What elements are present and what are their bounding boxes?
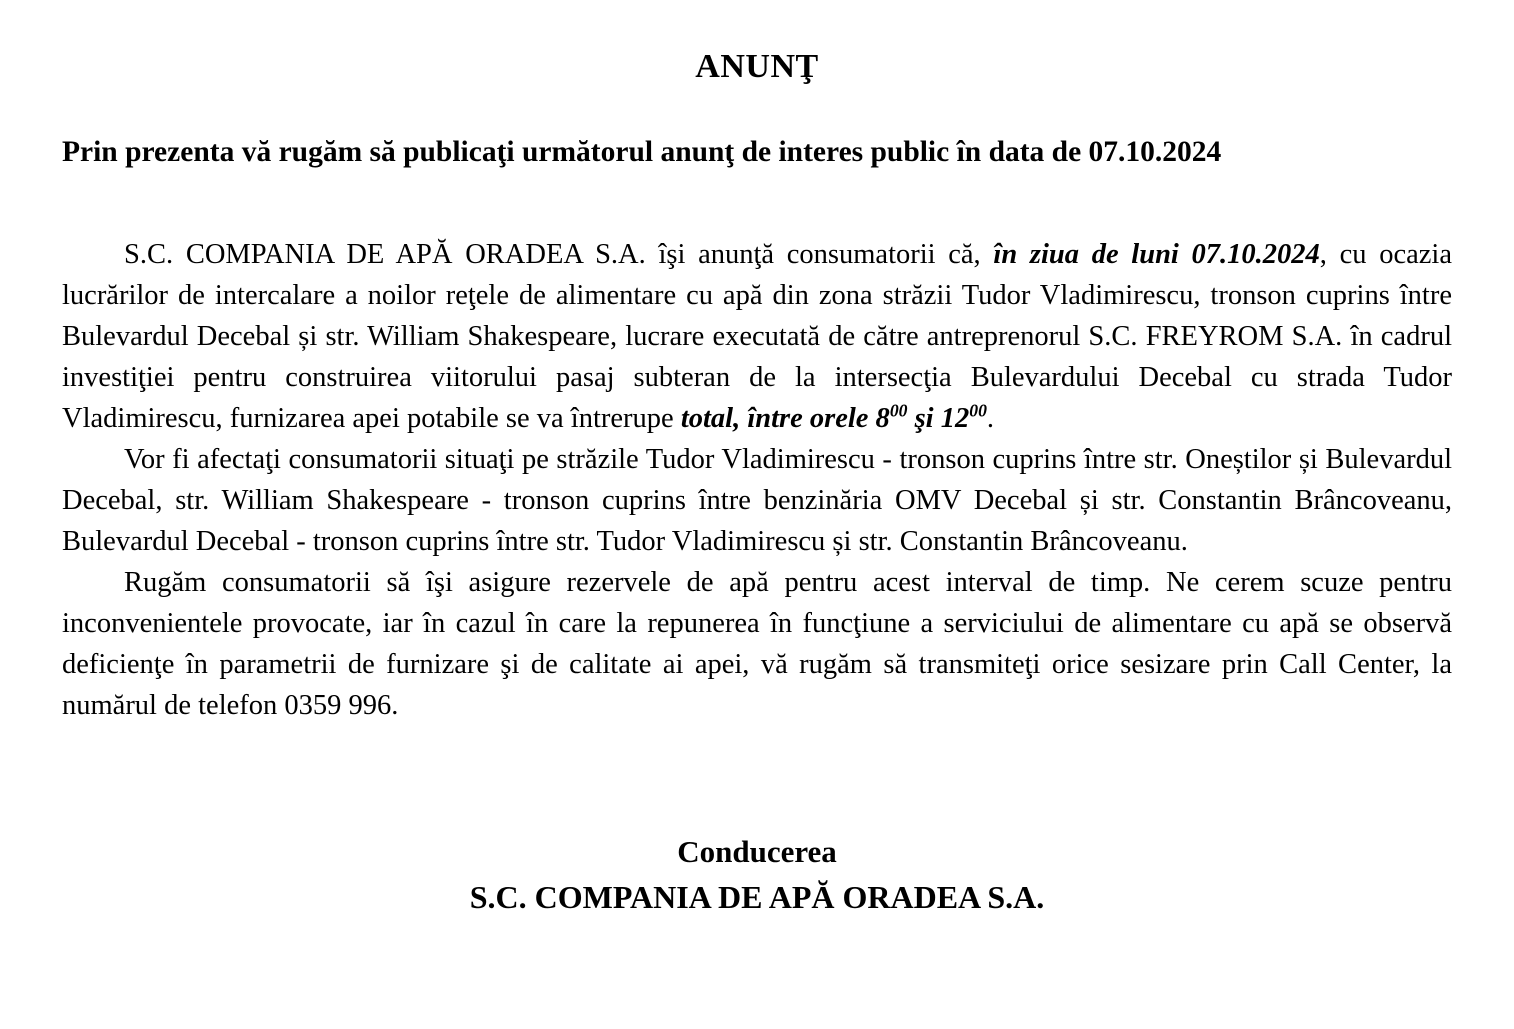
text-run: 00 (969, 400, 987, 421)
body-paragraph-3 (62, 562, 1452, 726)
body-paragraph-2 (62, 439, 1452, 562)
signature-company: S.C. COMPANIA DE APĂ ORADEA S.A. (469, 879, 1045, 915)
announcement-body (62, 234, 1452, 726)
document-title: ANUNŢ (695, 48, 819, 85)
text-run: Rugăm consumatorii să îşi asigure rezervele de apă pentru acest interval de timp. Ne cerem scuze pentru inconvenientele provocate, iar în cazul în care la repunerea în funcţiune a serviciului de alimentare cu apă se observă deficienţe în parametrii de furnizare şi de calitate ai apei, vă rugăm să transmiteţi orice sesizare prin Call Center, la numărul de telefon 0359 996. (62, 567, 1452, 721)
text-run: , cu ocazia lucrărilor de intercalare a noilor reţele de alimentare cu apă din zona străzii Tudor Vladimirescu, tronson cuprins între Bulevardul Decebal și str. William Shakespeare, lucrare executată de către antreprenorul S.C. FREYROM S.A. în cadrul investiţiei pentru construirea viitorului pasaj subteran de la intersecţia Bulevardului Decebal cu strada Tudor Vladimirescu, furnizarea apei potabile se va întrerupe (62, 239, 1452, 434)
text-run: total, între orele 8 (680, 403, 890, 434)
text-run: . (986, 403, 995, 434)
signature-role: Conducerea (677, 834, 837, 869)
text-run: S.C. COMPANIA DE APĂ ORADEA S.A. îşi anunţă consumatorii că, (124, 239, 994, 270)
text-run: Vor fi afectaţi consumatorii situaţi pe străzile Tudor Vladimirescu - tronson cuprins între str. Oneștilor și Bulevardul Decebal, str. William Shakespeare - tronson cuprins între benzinăria OMV Decebal și str. Constantin Brâncoveanu, Bulevardul Decebal - tronson cuprins între str. Tudor Vladimirescu și str. Constantin Brâncoveanu. (62, 444, 1452, 557)
text-run: în ziua de luni 07.10.2024 (993, 239, 1320, 270)
body-paragraph-1 (62, 234, 1452, 439)
text-run: 00 (889, 400, 908, 421)
publication-request-line: Prin prezenta vă rugăm să publicaţi următorul anunţ de interes public în data de 07.10.2024 (62, 136, 1222, 168)
text-run: şi 12 (907, 403, 970, 434)
signature-block (62, 832, 1452, 918)
